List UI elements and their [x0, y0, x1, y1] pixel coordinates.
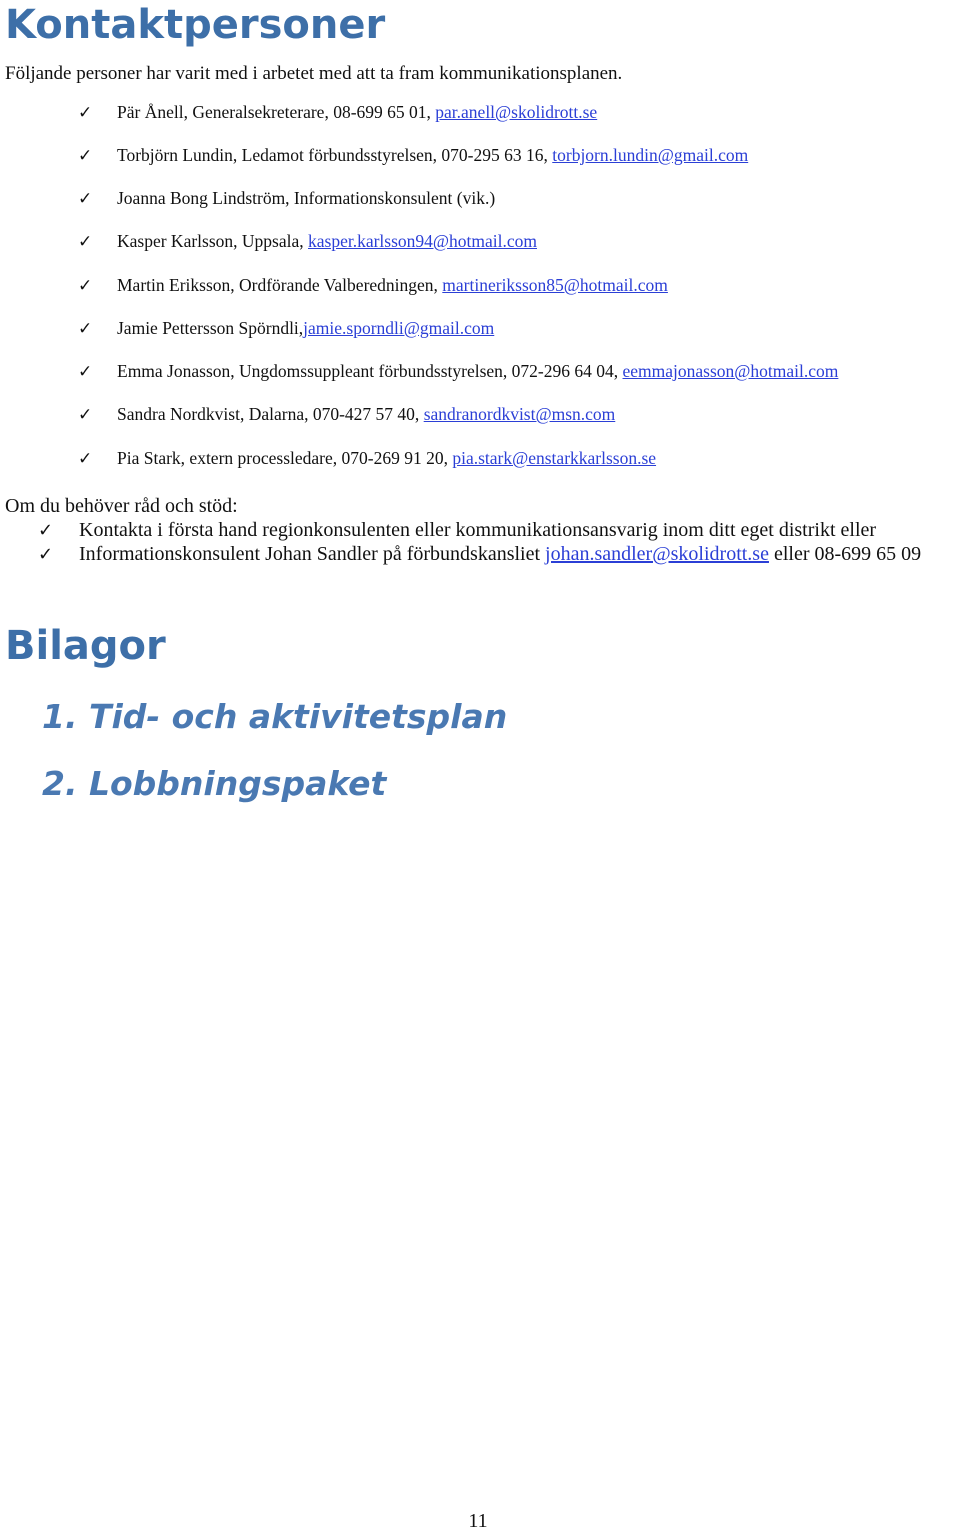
- contact-text: Torbjörn Lundin, Ledamot förbundsstyrelsen, 070-295 63 16,: [117, 145, 553, 165]
- list-item: [78, 316, 494, 341]
- list-item: [78, 186, 495, 211]
- check-icon: ✓: [38, 520, 54, 541]
- contact-text: Sandra Nordkvist, Dalarna, 070-427 57 40,: [117, 404, 424, 424]
- contact-text: Joanna Bong Lindström, Informationskonsulent (vik.): [117, 188, 496, 208]
- list-item: [78, 100, 597, 125]
- check-icon: ✓: [78, 276, 93, 296]
- check-icon: ✓: [78, 405, 93, 425]
- check-icon: ✓: [78, 103, 93, 123]
- contact-text: Martin Eriksson, Ordförande Valberedningen,: [117, 275, 443, 295]
- contacts-heading: Kontaktpersoner: [5, 2, 386, 48]
- contact-text: Jamie Pettersson Spörndli,: [117, 318, 304, 338]
- contact-text: Pär Ånell, Generalsekreterare, 08-699 65 01,: [117, 102, 436, 122]
- list-item: [38, 518, 876, 543]
- email-link[interactable]: pia.stark@enstarkkarlsson.se: [452, 448, 657, 468]
- email-link[interactable]: kasper.karlsson94@hotmail.com: [308, 231, 537, 251]
- check-icon: ✓: [78, 319, 93, 339]
- list-item: [78, 143, 748, 168]
- check-icon: ✓: [78, 449, 93, 469]
- check-icon: ✓: [78, 146, 93, 166]
- appendix-item: 2. Lobbningspaket: [42, 764, 387, 803]
- support-suffix: eller 08-699 65 09: [768, 543, 922, 565]
- email-link[interactable]: jamie.sporndli@gmail.com: [303, 318, 495, 338]
- email-link[interactable]: martineriksson85@hotmail.com: [442, 275, 668, 295]
- appendix-heading: Bilagor: [5, 623, 166, 669]
- list-item: [78, 402, 615, 427]
- list-item: [78, 273, 668, 298]
- email-link[interactable]: johan.sandler@skolidrott.se: [545, 543, 769, 565]
- page-number: 11: [468, 1510, 488, 1532]
- contacts-intro: Följande personer har varit med i arbetet med att ta fram kommunikationsplanen.: [5, 63, 623, 84]
- check-icon: ✓: [78, 232, 93, 252]
- email-link[interactable]: sandranordkvist@msn.com: [423, 404, 616, 424]
- support-text: Informationskonsulent Johan Sandler på förbundskansliet: [79, 543, 546, 565]
- contact-text: Kasper Karlsson, Uppsala,: [117, 231, 308, 251]
- contact-text: Emma Jonasson, Ungdomssuppleant förbundsstyrelsen, 072-296 64 04,: [117, 361, 623, 381]
- support-text: Kontakta i första hand regionkonsulenten eller kommunikationsansvarig inom ditt eget distrikt eller: [79, 519, 877, 541]
- appendix-item: 1. Tid- och aktivitetsplan: [42, 697, 508, 736]
- check-icon: ✓: [38, 544, 54, 565]
- list-item: [38, 542, 921, 567]
- email-link[interactable]: eemmajonasson@hotmail.com: [622, 361, 839, 381]
- list-item: [78, 446, 656, 471]
- email-link[interactable]: par.anell@skolidrott.se: [435, 102, 598, 122]
- list-item: [78, 359, 838, 384]
- contact-text: Pia Stark, extern processledare, 070-269 91 20,: [117, 448, 453, 468]
- check-icon: ✓: [78, 362, 93, 382]
- support-intro: Om du behöver råd och stöd:: [5, 495, 238, 517]
- list-item: [78, 229, 537, 254]
- check-icon: ✓: [78, 189, 93, 209]
- email-link[interactable]: torbjorn.lundin@gmail.com: [552, 145, 749, 165]
